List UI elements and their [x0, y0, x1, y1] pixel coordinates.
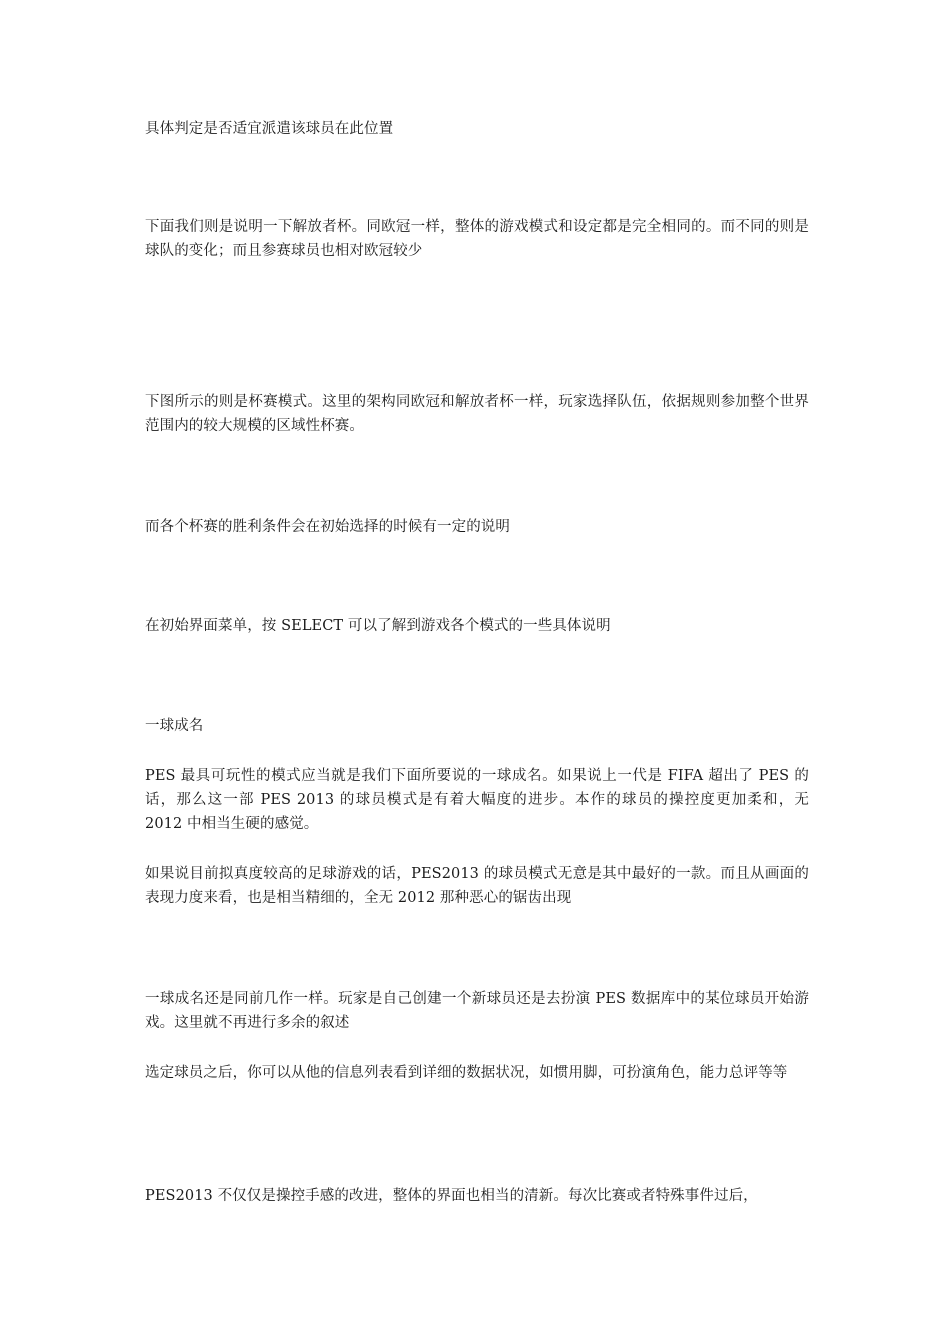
paragraph-cup-mode: 下图所示的则是杯赛模式。这里的架构同欧冠和解放者杯一样，玩家选择队伍，依据规则参加整个世界范围内的较大规模的区域性杯赛。	[145, 394, 809, 434]
paragraph-player-mode-intro: PES 最具可玩性的模式应当就是我们下面所要说的一球成名。如果说上一代是 FIFA 超出了 PES 的话，那么这一部 PES 2013 的球员模式是有着大幅度的进步。本作的球员的操控度更加柔和，无 2012 中相当生硬的感觉。	[145, 768, 809, 832]
paragraph-player-stats: 选定球员之后，你可以从他的信息列表看到详细的数据状况，如惯用脚，可扮演角色，能力总评等等	[145, 1065, 788, 1081]
paragraph-realism: 如果说目前拟真度较高的足球游戏的话，PES2013 的球员模式无意是其中最好的一款。而且从画面的表现力度来看，也是相当精细的，全无 2012 那种恶心的锯齿出现	[145, 866, 809, 906]
paragraph-cup-victory-conditions: 而各个杯赛的胜利条件会在初始选择的时候有一定的说明	[145, 519, 510, 535]
section-heading-become-a-legend: 一球成名	[145, 718, 204, 734]
paragraph-libertadores-intro: 下面我们则是说明一下解放者杯。同欧冠一样，整体的游戏模式和设定都是完全相同的。而不同的则是球队的变化；而且参赛球员也相对欧冠较少	[145, 219, 809, 259]
paragraph-interface: PES2013 不仅仅是操控手感的改进，整体的界面也相当的清新。每次比赛或者特殊事件过后，	[145, 1188, 758, 1204]
paragraph-position-judgement: 具体判定是否适宜派遣该球员在此位置	[145, 121, 394, 137]
paragraph-create-player: 一球成名还是同前几作一样。玩家是自己创建一个新球员还是去扮演 PES 数据库中的某位球员开始游戏。这里就不再进行多余的叙述	[145, 991, 809, 1031]
paragraph-select-help: 在初始界面菜单，按 SELECT 可以了解到游戏各个模式的一些具体说明	[145, 618, 611, 634]
